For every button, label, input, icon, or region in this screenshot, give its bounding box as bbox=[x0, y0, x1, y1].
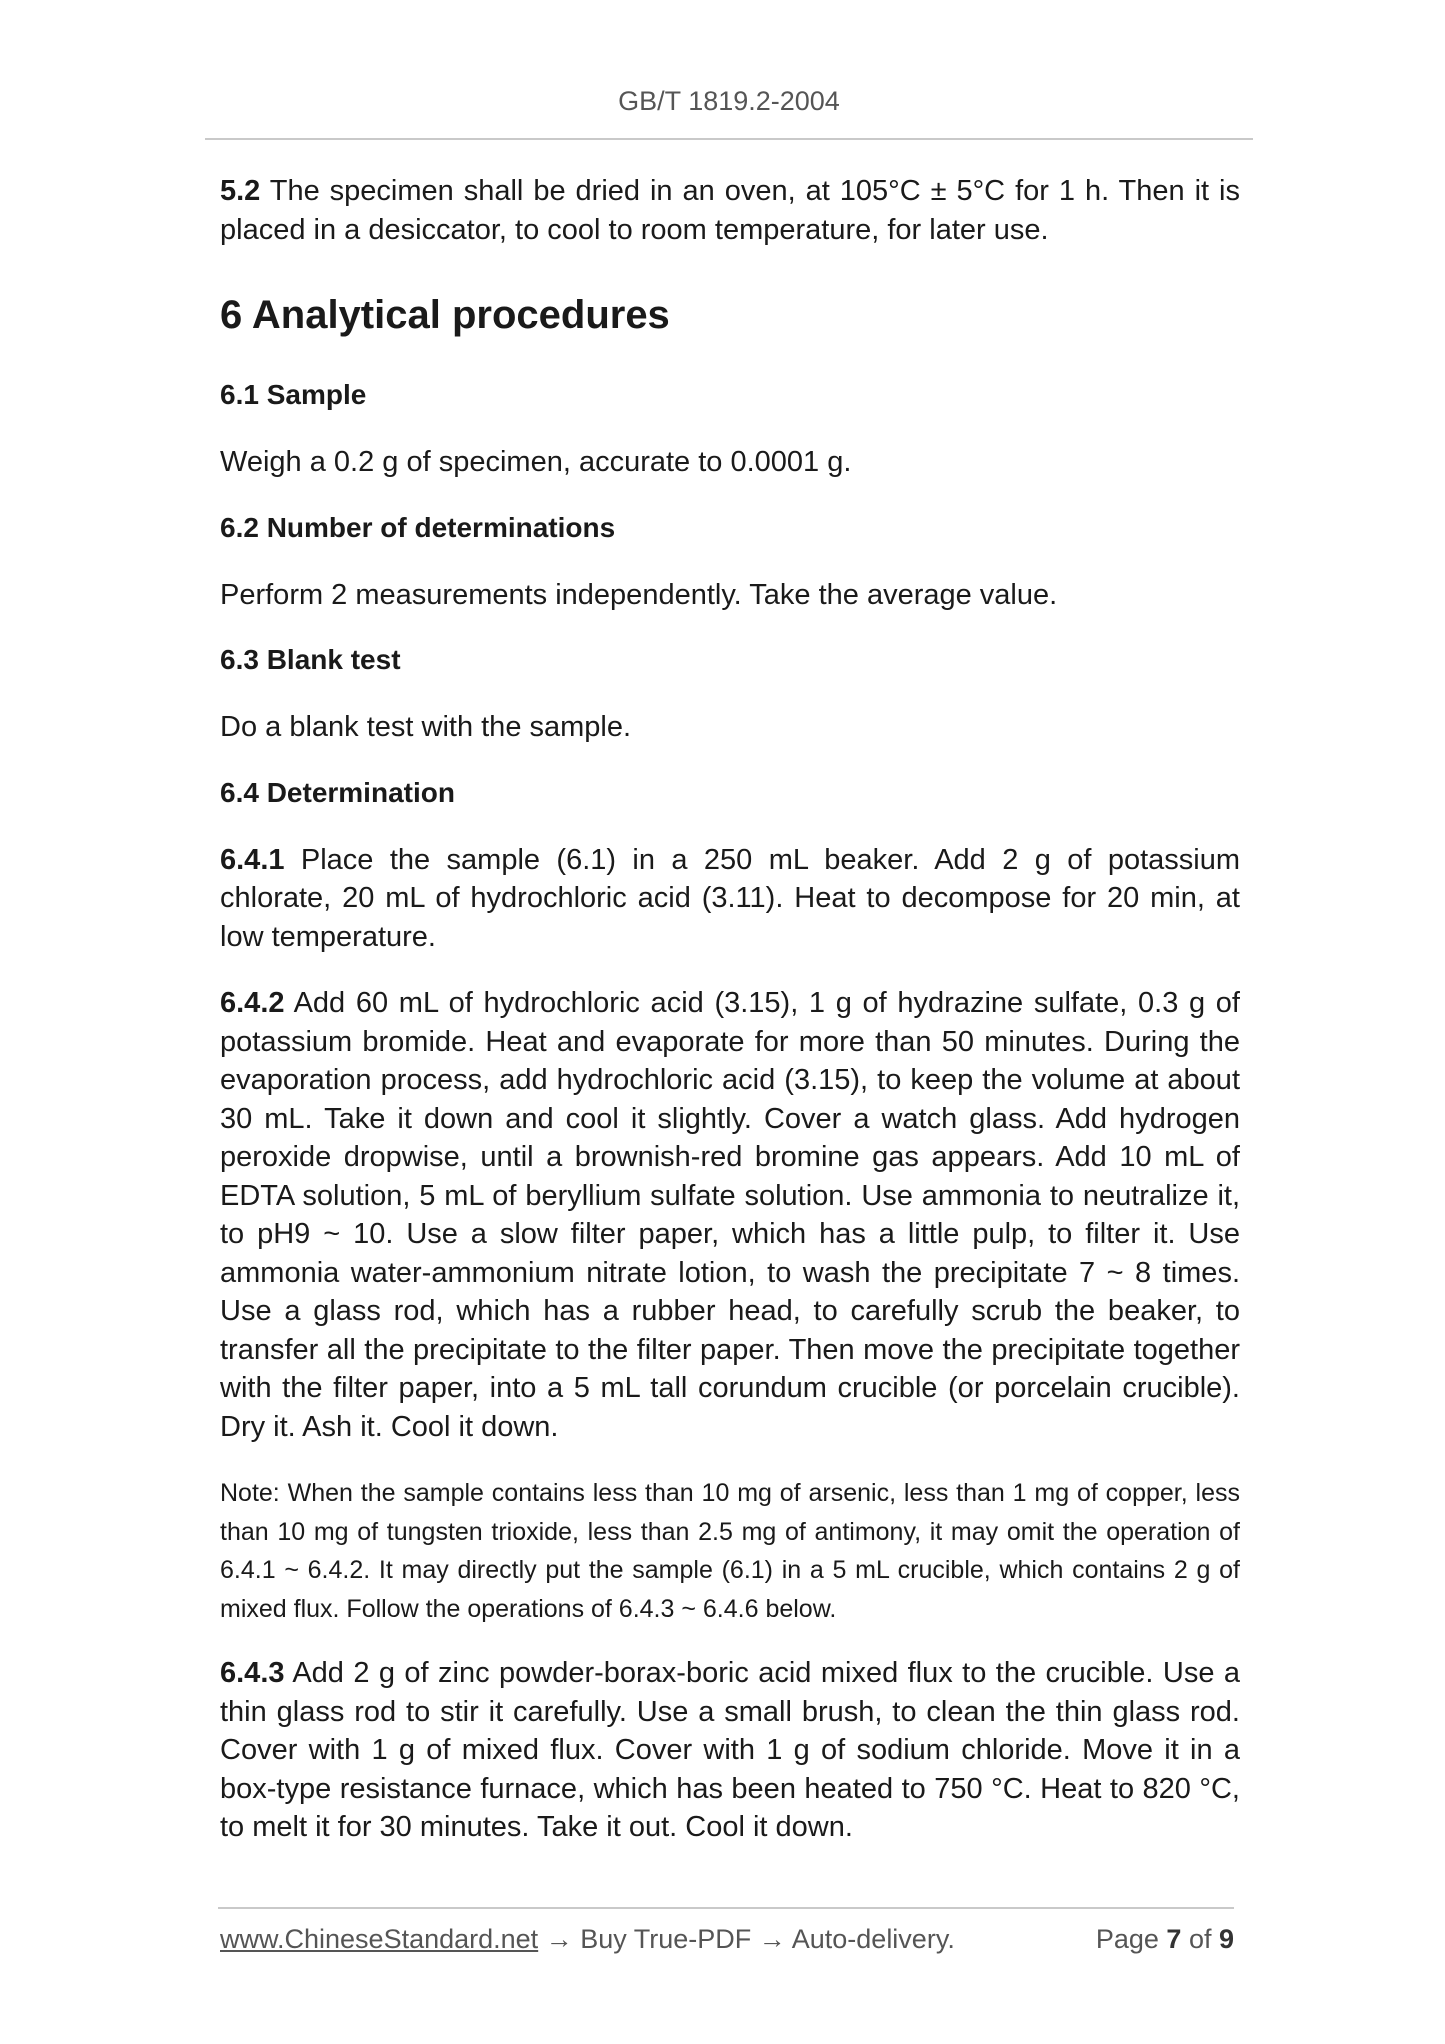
website-link[interactable]: www.ChineseStandard.net bbox=[220, 1924, 539, 1954]
footer-divider bbox=[218, 1907, 1234, 1909]
clause-text: The specimen shall be dried in an oven, at 105°C ± 5°C for 1 h. Then it is placed in a desiccator, to cool to room temperature, for later use. bbox=[220, 175, 1240, 246]
clause-number: 6.4.3 bbox=[220, 1657, 285, 1689]
document-id-header: GB/T 1819.2-2004 bbox=[618, 86, 840, 116]
of-label: of bbox=[1181, 1924, 1219, 1954]
clause-6-4-2 bbox=[220, 984, 1240, 1446]
page-number: 7 bbox=[1166, 1924, 1182, 1954]
clause-6-3-text: Do a blank test with the sample. bbox=[220, 711, 632, 743]
header-divider bbox=[205, 138, 1253, 140]
subsection-heading-6-2: 6.2 Number of determinations bbox=[220, 511, 616, 543]
clause-text: Add 60 mL of hydrochloric acid (3.15), 1 g of hydrazine sulfate, 0.3 g of potassium bromide. Heat and evaporate for more than 50 minutes. During the evaporation process, add hydrochloric acid (3.15), to keep the volume at about 30 mL. Take it down and cool it slightly. Cover a watch glass. Add hydrogen peroxide dropwise, until a brownish-red bromine gas appears. Add 10 mL of EDTA solution, 5 mL of beryllium sulfate solution. Use ammonia to neutralize it, to pH9 ~ 10. Use a slow filter paper, which has a little pulp, to filter it. Use ammonia water-ammonium nitrate lotion, to wash the precipitate 7 ~ 8 times. Use a glass rod, which has a rubber head, to carefully scrub the beaker, to transfer all the precipitate to the filter paper. Then move the precipitate together with the filter paper, into a 5 mL tall corundum crucible (or porcelain crucible). Dry it. Ash it. Cool it down. bbox=[220, 987, 1240, 1443]
clause-number: 5.2 bbox=[220, 175, 261, 207]
clause-text: Place the sample (6.1) in a 250 mL beaker. Add 2 g of potassium chlorate, 20 mL of hydrochloric acid (3.11). Heat to decompose for 20 min, at low temperature. bbox=[220, 843, 1240, 953]
clause-number: 6.4.1 bbox=[220, 843, 285, 876]
clause-6-1-text: Weigh a 0.2 g of specimen, accurate to 0.0001 g. bbox=[220, 446, 852, 478]
section-heading-6: 6 Analytical procedures bbox=[220, 293, 670, 337]
note-paragraph: Note: When the sample contains less than 10 mg of arsenic, less than 1 mg of copper, less than 10 mg of tungsten trioxide, less than 2.5 mg of antimony, it may omit the operation of 6.4.1 ~ 6.4.2. It may directly put the sample (6.1) in a 5 mL crucible, which contains 2 g of mixed flux. Follow the operations of 6.4.3 ~ 6.4.6 below. bbox=[220, 1479, 1240, 1623]
document-body bbox=[220, 168, 1240, 1847]
page-total: 9 bbox=[1218, 1924, 1234, 1954]
clause-number: 6.4.2 bbox=[220, 987, 285, 1019]
page-footer bbox=[220, 1924, 1234, 1955]
clause-text: Add 2 g of zinc powder-borax-boric acid mixed flux to the crucible. Use a thin glass rod to stir it carefully. Use a small brush, to clean the thin glass rod. Cover with 1 g of mixed flux. Cover with 1 g of sodium chloride. Move it in a box-type resistance furnace, which has been heated to 750 °C. Heat to 820 °C, to melt it for 30 minutes. Take it out. Cool it down. bbox=[220, 1657, 1240, 1843]
footer-left bbox=[220, 1924, 955, 1955]
subsection-heading-6-1: 6.1 Sample bbox=[220, 379, 367, 410]
clause-6-4-1 bbox=[220, 841, 1240, 957]
clause-6-2-text: Perform 2 measurements independently. Take the average value. bbox=[220, 578, 1058, 611]
page-label: Page bbox=[1095, 1924, 1167, 1954]
page-indicator bbox=[1096, 1924, 1234, 1955]
clause-6-4-3 bbox=[220, 1654, 1240, 1847]
subsection-heading-6-4: 6.4 Determination bbox=[220, 776, 455, 808]
subsection-heading-6-3: 6.3 Blank test bbox=[220, 644, 401, 675]
clause-5-2 bbox=[220, 172, 1240, 249]
footer-tagline: → Buy True-PDF → Auto-delivery. bbox=[538, 1924, 955, 1954]
